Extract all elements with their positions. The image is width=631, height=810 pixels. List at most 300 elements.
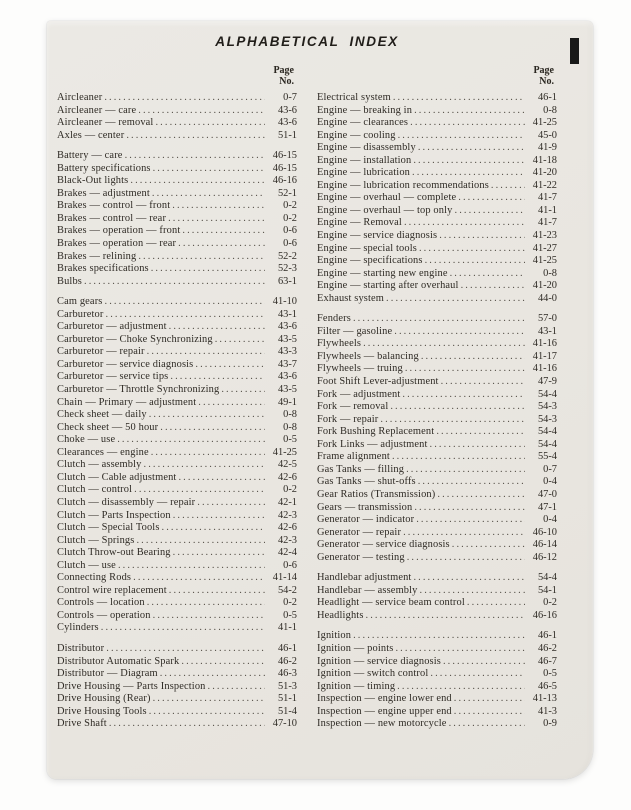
index-entry-page: 42-4: [277, 547, 297, 559]
index-entry-page: 41-18: [532, 154, 557, 166]
dot-leader: [153, 693, 265, 706]
dot-leader: [151, 447, 265, 460]
index-entry-label: Drive Housing Tools: [57, 705, 147, 717]
index-entry-page: 44-0: [537, 292, 557, 304]
index-entry-page: 46-5: [537, 680, 557, 692]
index-entry: [57, 459, 297, 472]
index-entry: [57, 422, 297, 435]
index-entry: [317, 313, 557, 326]
dot-leader: [149, 409, 265, 422]
dot-leader: [425, 255, 525, 268]
index-entry: [317, 426, 557, 439]
index-entry: [57, 359, 297, 372]
index-entry-page: 54-2: [277, 584, 297, 596]
index-entry-page: 47-9: [537, 376, 557, 388]
index-entry-label: Aircleaner — care: [57, 104, 137, 116]
dot-leader: [363, 338, 525, 351]
index-entry-page: 51-3: [277, 680, 297, 692]
dot-leader: [169, 585, 265, 598]
index-entry-label: Fork Bushing Replacement: [317, 426, 435, 438]
index-entry-label: Fenders: [317, 313, 351, 325]
index-entry: [317, 597, 557, 610]
index-entry-label: Check sheet — daily: [57, 409, 147, 421]
index-entry-page: 42-1: [277, 496, 297, 508]
dot-leader: [149, 706, 265, 719]
index-column-left: [57, 65, 297, 731]
index-entry: [317, 514, 557, 527]
dot-leader: [418, 142, 525, 155]
index-entry-label: Connecting Rods: [57, 572, 132, 584]
index-entry-page: 46-15: [272, 162, 297, 174]
dot-leader: [404, 217, 525, 230]
index-entry-label: Frame alignment: [317, 451, 390, 463]
index-entry-page: 41-10: [272, 296, 297, 308]
index-entry-page: 41-27: [532, 242, 557, 254]
index-entry-page: 52-1: [277, 187, 297, 199]
dot-leader: [441, 376, 525, 389]
index-entry-page: 49-1: [277, 396, 297, 408]
index-entry: [317, 180, 557, 193]
index-entry-page: 46-14: [532, 539, 557, 551]
dot-leader: [136, 535, 265, 548]
index-entry-label: Generator — repair: [317, 526, 402, 538]
page-no-header-line1: Page: [533, 65, 554, 76]
page-no-header-line1: Page: [273, 65, 294, 76]
index-entry: [317, 706, 557, 719]
index-entry-page: 41-14: [272, 572, 297, 584]
dot-leader: [405, 363, 525, 376]
index-entry-page: 57-0: [537, 313, 557, 325]
dot-leader: [454, 706, 525, 719]
index-entry-label: Brakes — relining: [57, 250, 137, 262]
dot-leader: [138, 105, 265, 118]
index-entry-page: 43-6: [277, 321, 297, 333]
dot-leader: [153, 610, 265, 623]
dot-leader: [168, 213, 265, 226]
index-entry-page: 0-5: [283, 609, 297, 621]
dot-leader: [421, 351, 525, 364]
dot-leader: [420, 585, 525, 598]
dot-leader: [407, 552, 525, 565]
index-entry: [57, 321, 297, 334]
index-entry-label: Engine — overhaul — complete: [317, 192, 457, 204]
index-entry: [317, 464, 557, 477]
index-entry-label: Engine — breaking in: [317, 104, 413, 116]
index-entry: [317, 572, 557, 585]
index-entry-label: Distributor — Diagram: [57, 668, 158, 680]
index-entry: [317, 630, 557, 643]
dot-leader: [403, 527, 525, 540]
index-entry: [57, 175, 297, 188]
index-entry-label: Engine — clearances: [317, 117, 409, 129]
index-entry-page: 47-0: [537, 488, 557, 500]
index-entry-label: Handlebar adjustment: [317, 572, 412, 584]
dot-leader: [452, 539, 525, 552]
index-entry-page: 0-2: [283, 484, 297, 496]
index-entry-page: 51-1: [277, 129, 297, 141]
index-entry-label: Cylinders: [57, 622, 99, 634]
index-entry-page: 42-5: [277, 459, 297, 471]
index-entry-label: Clutch — disassembly — repair: [57, 496, 196, 508]
index-entry-label: Headlight — service beam control: [317, 597, 465, 609]
index-entry: [317, 142, 557, 155]
dot-leader: [178, 238, 265, 251]
index-entry: [57, 522, 297, 535]
dot-leader: [105, 296, 266, 309]
index-entry-label: Axles — center: [57, 129, 125, 141]
index-entry-label: Engine — lubrication recommendations: [317, 179, 489, 191]
index-entry-label: Filter — gasoline: [317, 325, 393, 337]
dot-leader: [467, 597, 525, 610]
index-entry-label: Carburetor — Choke Synchronizing: [57, 333, 213, 345]
dot-leader: [104, 92, 265, 105]
dot-leader: [402, 389, 525, 402]
index-entry: [57, 334, 297, 347]
index-entry: [317, 610, 557, 623]
dot-leader: [395, 643, 525, 656]
index-entry-page: 46-16: [532, 609, 557, 621]
dot-leader: [430, 668, 525, 681]
dot-leader: [412, 167, 525, 180]
dot-leader: [394, 326, 525, 339]
index-entry-label: Fork — removal: [317, 401, 389, 413]
index-entry-label: Chain — Primary — adjustment: [57, 396, 197, 408]
index-entry: [57, 681, 297, 694]
index-entry-page: 43-6: [277, 104, 297, 116]
dot-leader: [134, 484, 265, 497]
index-entry-page: 54-1: [537, 584, 557, 596]
index-entry-label: Brakes — adjustment: [57, 187, 150, 199]
index-entry-label: Inspection — new motorcycle: [317, 718, 447, 730]
index-entry-page: 0-7: [543, 463, 557, 475]
index-entry-page: 46-15: [272, 150, 297, 162]
index-entry-page: 63-1: [277, 275, 297, 287]
dot-leader: [197, 497, 265, 510]
index-entry-page: 51-4: [277, 705, 297, 717]
index-entry: [57, 656, 297, 669]
index-entry-page: 41-9: [537, 142, 557, 154]
dot-leader: [461, 280, 525, 293]
index-entry-page: 0-7: [283, 92, 297, 103]
index-entry-page: 0-6: [283, 238, 297, 250]
index-entry-label: Drive Shaft: [57, 718, 107, 730]
index-entry-label: Engine — starting after overhaul: [317, 280, 459, 292]
index-entry: [57, 668, 297, 681]
index-entry-page: 43-3: [277, 346, 297, 358]
index-entry: [317, 280, 557, 293]
index-entry-page: 0-2: [283, 597, 297, 609]
index-entry-page: 41-20: [532, 167, 557, 179]
index-entry: [57, 610, 297, 623]
index-entry-page: 43-6: [277, 117, 297, 129]
index-entry-page: 54-4: [537, 438, 557, 450]
dot-leader: [208, 681, 265, 694]
index-entry-label: Generator — indicator: [317, 514, 415, 526]
index-entry-label: Aircleaner: [57, 92, 103, 103]
index-entry-label: Flywheels — balancing: [317, 350, 419, 362]
index-entry-page: 0-4: [543, 476, 557, 488]
index-entry-label: Engine — service diagnosis: [317, 230, 438, 242]
index-entry-label: Inspection — engine lower end: [317, 693, 452, 705]
index-entry: [57, 105, 297, 118]
index-entry-page: 42-6: [277, 522, 297, 534]
index-column-right: [317, 65, 557, 731]
dot-leader: [153, 163, 265, 176]
index-entry: [317, 681, 557, 694]
dot-leader: [454, 693, 525, 706]
index-entry-label: Brakes — control — rear: [57, 212, 167, 224]
index-entry-label: Controls — location: [57, 597, 145, 609]
dot-leader: [151, 263, 265, 276]
index-entry-page: 42-3: [277, 509, 297, 521]
index-rows-right: [317, 92, 557, 731]
index-entry-label: Electrical system: [317, 92, 391, 103]
index-entry: [57, 163, 297, 176]
index-entry: [317, 326, 557, 339]
index-entry-label: Battery — care: [57, 150, 123, 162]
index-entry: [57, 296, 297, 309]
page-no-header-right: [317, 65, 557, 87]
index-entry-label: Choke — use: [57, 434, 116, 446]
index-entry-label: Cam gears: [57, 296, 103, 308]
dot-leader: [443, 656, 525, 669]
index-entry-label: Engine — special tools: [317, 242, 417, 254]
index-entry-page: 43-1: [537, 325, 557, 337]
dot-leader: [133, 572, 265, 585]
index-entry-page: 54-3: [537, 413, 557, 425]
index-entry: [57, 693, 297, 706]
dot-leader: [138, 251, 265, 264]
dot-leader: [125, 150, 265, 163]
index-entry: [317, 643, 557, 656]
index-entry-label: Flywheels — truing: [317, 363, 403, 375]
index-entry: [317, 585, 557, 598]
index-entry-label: Clutch — Special Tools: [57, 522, 160, 534]
index-entry-page: 43-5: [277, 333, 297, 345]
page-no-header-line2: No.: [279, 76, 294, 87]
index-entry: [57, 472, 297, 485]
dot-leader: [195, 359, 265, 372]
dot-leader: [491, 180, 525, 193]
index-entry: [317, 293, 557, 306]
index-entry: [57, 384, 297, 397]
page-no-header-line2: No.: [539, 76, 554, 87]
index-entry-label: Ignition — points: [317, 642, 394, 654]
index-entry-page: 47-10: [272, 718, 297, 730]
index-entry: [317, 502, 557, 515]
dot-leader: [380, 414, 525, 427]
index-entry-page: 41-20: [532, 280, 557, 292]
index-entry-label: Exhaust system: [317, 292, 385, 304]
index-entry: [57, 263, 297, 276]
index-entry-label: Gear Ratios (Transmission): [317, 488, 436, 500]
index-entry: [57, 585, 297, 598]
index-entry: [57, 117, 297, 130]
index-entry-page: 41-25: [532, 117, 557, 129]
index-entry: [57, 547, 297, 560]
dot-leader: [181, 656, 265, 669]
dot-leader: [144, 459, 265, 472]
index-entry: [57, 622, 297, 635]
index-entry: [317, 389, 557, 402]
page-no-header-left: [57, 65, 297, 87]
index-entry-label: Bulbs: [57, 275, 83, 287]
index-entry-label: Inspection — engine upper end: [317, 705, 452, 717]
index-entry-page: 43-6: [277, 371, 297, 383]
dot-leader: [439, 230, 525, 243]
index-entry: [317, 155, 557, 168]
index-entry-page: 51-1: [277, 693, 297, 705]
index-entry: [57, 188, 297, 201]
dot-leader: [101, 622, 265, 635]
index-entry-label: Carburetor — service diagnosis: [57, 358, 194, 370]
index-entry: [317, 255, 557, 268]
index-entry-label: Clutch Throw-out Bearing: [57, 547, 171, 559]
index-entry-label: Foot Shift Lever-adjustment: [317, 376, 439, 388]
index-entry: [317, 539, 557, 552]
dot-leader: [106, 643, 265, 656]
index-entry-label: Ignition — service diagnosis: [317, 655, 441, 667]
index-entry-label: Engine — disassembly: [317, 142, 416, 154]
index-entry-label: Drive Housing — Parts Inspection: [57, 680, 206, 692]
index-entry-label: Check sheet — 50 hour: [57, 421, 159, 433]
index-entry: [57, 447, 297, 460]
index-entry-page: 46-2: [277, 655, 297, 667]
index-entry-page: 0-9: [543, 718, 557, 730]
dot-leader: [84, 276, 265, 289]
index-entry-page: 46-16: [272, 175, 297, 187]
index-entry: [57, 497, 297, 510]
index-entry-label: Engine — specifications: [317, 255, 423, 267]
index-entry-label: Engine — overhaul — top only: [317, 204, 453, 216]
dot-leader: [147, 346, 265, 359]
index-entry: [57, 572, 297, 585]
index-entry: [317, 401, 557, 414]
index-entry-label: Headlights: [317, 609, 364, 621]
index-entry: [317, 205, 557, 218]
dot-leader: [390, 401, 525, 414]
index-entry-page: 41-1: [277, 622, 297, 634]
index-entry-page: 46-10: [532, 526, 557, 538]
index-entry-page: 46-7: [537, 655, 557, 667]
index-entry-label: Brakes — control — front: [57, 200, 171, 212]
index-entry: [57, 643, 297, 656]
index-entry-page: 0-2: [283, 200, 297, 212]
index-entry-label: Brakes specifications: [57, 263, 149, 275]
index-entry-label: Distributor Automatic Spark: [57, 655, 180, 667]
index-entry-page: 43-7: [277, 358, 297, 370]
index-entry: [317, 376, 557, 389]
dot-leader: [170, 371, 265, 384]
index-entry: [57, 484, 297, 497]
dot-leader: [418, 476, 525, 489]
index-entry: [57, 535, 297, 548]
index-entry-page: 54-4: [537, 572, 557, 584]
dot-leader: [152, 188, 265, 201]
dot-leader: [182, 225, 265, 238]
index-entry-page: 52-3: [277, 263, 297, 275]
index-entry: [317, 105, 557, 118]
index-entry: [317, 192, 557, 205]
index-entry-label: Flywheels: [317, 338, 362, 350]
dot-leader: [419, 243, 525, 256]
index-entry-page: 43-1: [277, 308, 297, 320]
index-entry: [317, 476, 557, 489]
dot-leader: [169, 321, 265, 334]
index-entry-label: Engine — starting new engine: [317, 267, 448, 279]
index-entry: [57, 130, 297, 143]
index-entry: [317, 668, 557, 681]
index-entry-page: 41-25: [532, 255, 557, 267]
index-entry: [57, 150, 297, 163]
index-entry-page: 0-4: [543, 514, 557, 526]
index-entry-label: Clutch — control: [57, 484, 133, 496]
dot-leader: [392, 451, 525, 464]
index-entry-label: Engine — installation: [317, 154, 412, 166]
index-entry-page: 41-16: [532, 363, 557, 375]
index-entry-page: 41-16: [532, 338, 557, 350]
index-entry-label: Drive Housing (Rear): [57, 693, 151, 705]
dot-leader: [173, 547, 265, 560]
index-entry: [57, 225, 297, 238]
index-entry: [317, 363, 557, 376]
index-entry-page: 43-5: [277, 384, 297, 396]
dot-leader: [386, 293, 525, 306]
binding-mark: [570, 38, 579, 64]
index-entry-label: Clutch — use: [57, 559, 116, 571]
dot-leader: [173, 510, 265, 523]
dot-leader: [455, 205, 525, 218]
index-entry-page: 54-4: [537, 388, 557, 400]
index-entry-page: 0-8: [283, 409, 297, 421]
index-entry: [317, 92, 557, 105]
dot-leader: [397, 681, 525, 694]
dot-leader: [109, 718, 265, 731]
index-entry-label: Fork Links — adjustment: [317, 438, 428, 450]
index-entry-page: 0-8: [543, 104, 557, 116]
index-entry: [317, 489, 557, 502]
scanned-page: [47, 21, 593, 779]
index-entry-page: 0-2: [543, 597, 557, 609]
index-entry: [57, 200, 297, 213]
index-entry-label: Brakes — operation — rear: [57, 238, 177, 250]
dot-leader: [126, 130, 265, 143]
index-entry-page: 41-13: [532, 693, 557, 705]
index-entry-label: Distributor: [57, 642, 105, 654]
index-entry-label: Ignition — timing: [317, 680, 396, 692]
index-entry-label: Fork — adjustment: [317, 388, 401, 400]
index-entry-label: Aircleaner — removal: [57, 117, 154, 129]
index-entry-label: Carburetor — service tips: [57, 371, 169, 383]
dot-leader: [215, 334, 265, 347]
index-entry: [57, 371, 297, 384]
index-entry: [317, 167, 557, 180]
index-entry: [57, 434, 297, 447]
index-entry-label: Engine — lubrication: [317, 167, 411, 179]
dot-leader: [413, 155, 525, 168]
index-entry-label: Gears — transmission: [317, 501, 413, 513]
index-content: [57, 65, 557, 731]
dot-leader: [160, 668, 265, 681]
index-entry-label: Clutch — assembly: [57, 459, 142, 471]
index-entry-label: Carburetor — Throttle Synchronizing: [57, 384, 220, 396]
index-entry: [317, 351, 557, 364]
dot-leader: [353, 313, 525, 326]
index-entry-page: 41-22: [532, 179, 557, 191]
page-title: ALPHABETICAL INDEX: [215, 34, 399, 49]
index-entry: [57, 597, 297, 610]
dot-leader: [458, 192, 525, 205]
